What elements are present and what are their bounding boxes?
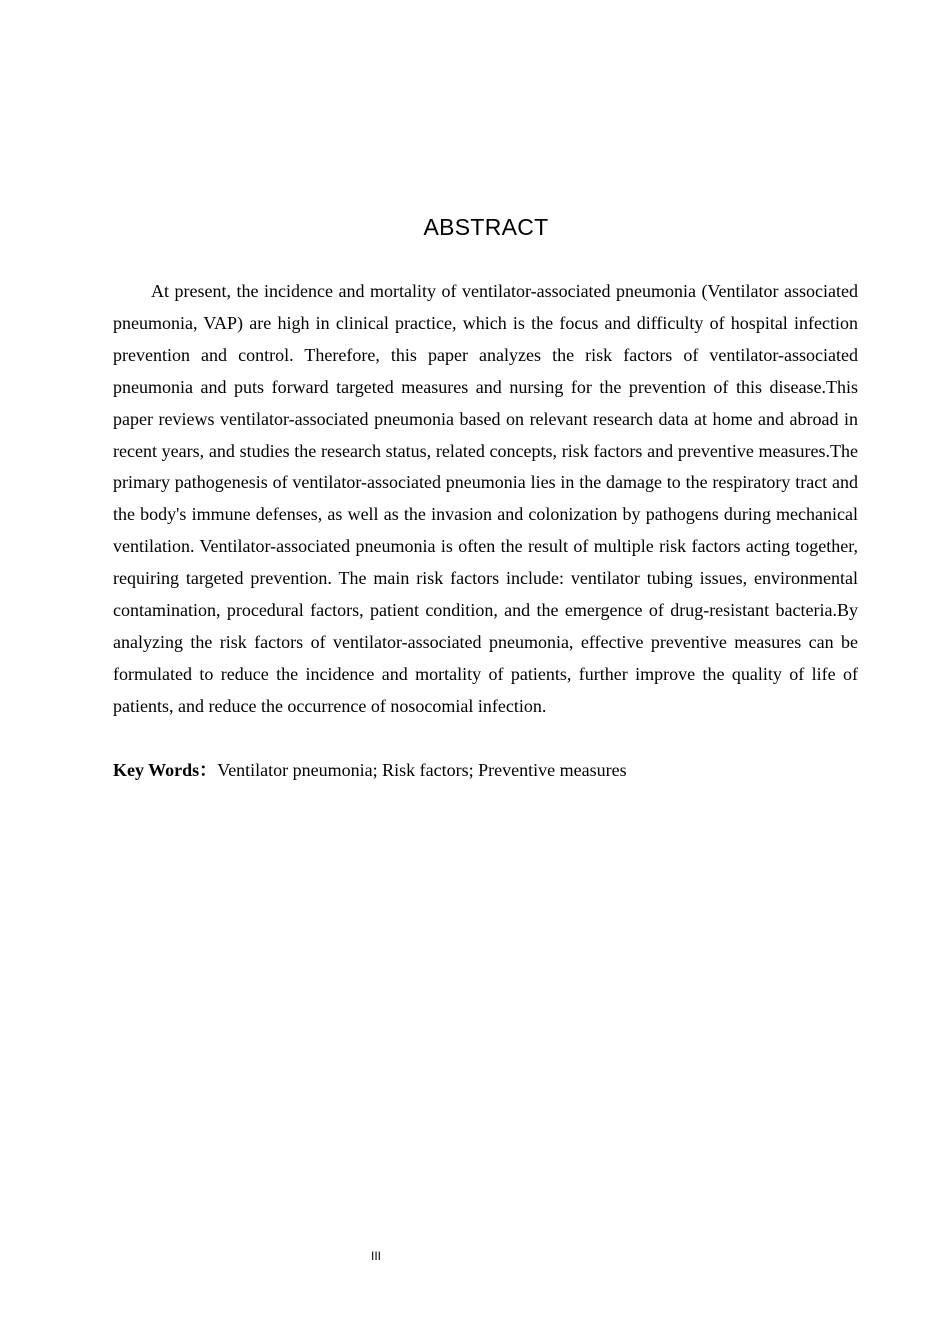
abstract-title: ABSTRACT xyxy=(423,214,549,240)
abstract-paragraph: At present, the incidence and mortality of ventilator-associated pneumonia (Ventilator associated pneumonia, VAP) are high in clinical practice, which is the focus and difficulty of hospital infection prevention and control. Therefore, this paper analyzes the risk factors of ventilator-associated pneumonia and puts forward targeted measures and nursing for the prevention of this disease.This paper reviews ventilator-associated pneumonia based on relevant research data at home and abroad in recent years, and studies the research status, related concepts, risk factors and preventive measures.The primary pathogenesis of ventilator-associated pneumonia lies in the damage to the respiratory tract and the body's immune defenses, as well as the invasion and colonization by pathogens during mechanical ventilation. Ventilator-associated pneumonia is often the result of multiple risk factors acting together, requiring targeted prevention. The main risk factors include: ventilator tubing issues, environmental contamination, procedural factors, patient condition, and the emergence of drug-resistant bacteria.By analyzing the risk factors of ventilator-associated pneumonia, effective preventive measures can be formulated to reduce the incidence and mortality of patients, further improve the quality of life of patients, and reduce the occurrence of nosocomial infection. xyxy=(113,281,858,716)
keywords-line xyxy=(113,755,858,787)
keywords-text: Ventilator pneumonia; Risk factors; Preventive measures xyxy=(217,760,627,780)
keywords-label: Key Words： xyxy=(113,760,218,780)
page-number: III xyxy=(371,1249,382,1263)
